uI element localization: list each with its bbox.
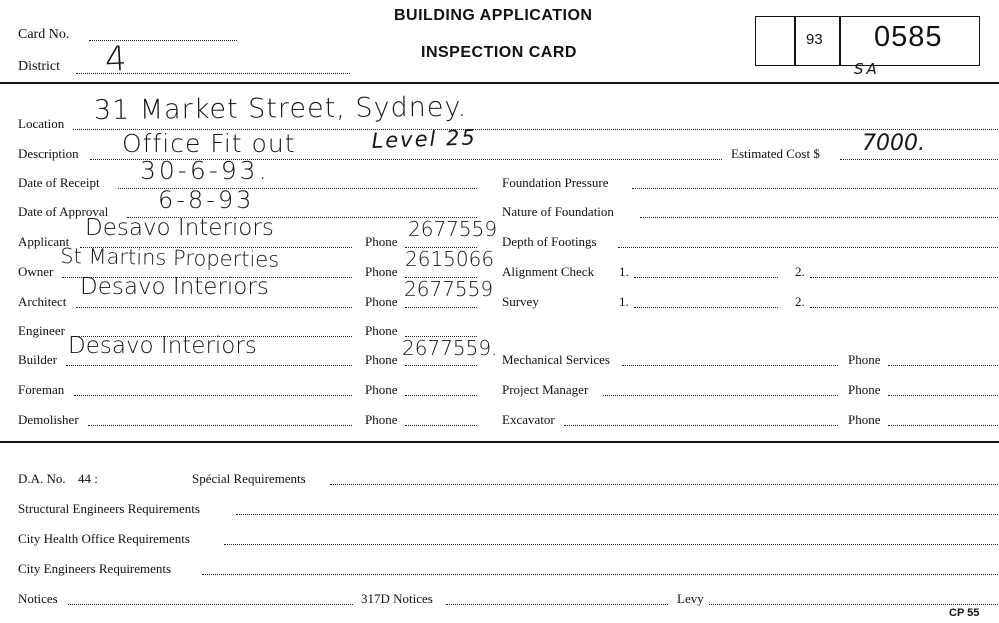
builder-label: Builder [18,352,57,367]
header-rule [0,82,999,84]
owner-phone-value: 2615066 [405,247,495,271]
demolisher-phone-label: Phone [365,412,398,427]
card-year: 93 [806,31,823,48]
builder-phone-field[interactable] [405,365,477,366]
district-value: 4 [103,38,128,80]
architect-phone-field[interactable] [405,307,477,308]
foundation-pressure-label: Foundation Pressure [502,175,609,190]
special-requirements-field[interactable] [330,484,998,485]
project-manager-phone-label: Phone [848,382,881,397]
alignment-field-2[interactable] [810,277,998,278]
title-line-1: BUILDING APPLICATION [394,7,593,24]
date-receipt-label: Date of Receipt [18,175,100,190]
description-label: Description [18,146,79,161]
card-number-divider-1 [794,16,796,66]
mechanical-phone-field[interactable] [888,365,998,366]
district-label: District [18,59,60,74]
card-annotation: SA [854,60,880,78]
foreman-label: Foreman [18,382,65,397]
card-number-divider-2 [839,16,841,66]
survey-field-2[interactable] [810,307,998,308]
owner-value: St Martins Properties [60,244,280,272]
owner-label: Owner [18,264,54,279]
mechanical-field[interactable] [622,365,838,366]
structural-requirements-label: Structural Engineers Requirements [18,501,200,516]
applicant-label: Applicant [18,234,70,249]
card-no-label: Card No. [18,27,70,42]
excavator-label: Excavator [502,412,555,427]
notices-field[interactable] [68,604,353,605]
nature-foundation-field[interactable] [640,217,998,218]
survey-label: Survey [502,294,539,309]
applicant-phone-value: 2677559 [408,217,498,241]
survey-num-2: 2. [795,294,805,309]
levy-field[interactable] [709,604,998,605]
mechanical-phone-label: Phone [848,352,881,367]
special-requirements-label: Spécial Requirements [192,471,306,486]
builder-phone-label: Phone [365,352,398,367]
card-number-box [755,16,980,66]
da-no-label: D.A. No. [18,471,66,486]
form-code: CP 55 [949,607,980,619]
foreman-phone-field[interactable] [405,395,477,396]
date-approval-value: 6-8-93 [158,186,255,214]
da-no-value: 44 : [78,471,98,486]
foreman-field[interactable] [74,395,352,396]
levy-label: Levy [677,591,704,606]
depth-footings-label: Depth of Footings [502,234,597,249]
notices-label: Notices [18,591,58,606]
architect-field[interactable] [76,307,352,308]
excavator-phone-field[interactable] [888,425,998,426]
city-engineers-requirements-label: City Engineers Requirements [18,561,172,576]
excavator-phone-label: Phone [848,412,881,427]
alignment-check-label: Alignment Check [502,264,595,279]
survey-field-1[interactable] [634,307,778,308]
city-engineers-requirements-field[interactable] [202,574,998,575]
engineer-phone-label: Phone [365,323,398,338]
title-line-2: INSPECTION CARD [421,44,577,61]
estimated-cost-value: 7000. [862,131,925,156]
main-rule [0,441,999,443]
foreman-phone-label: Phone [365,382,398,397]
nature-foundation-label: Nature of Foundation [502,204,614,219]
card-number: 0585 [874,21,943,53]
alignment-field-1[interactable] [634,277,778,278]
applicant-phone-label: Phone [365,234,398,249]
location-value: 31 Market Street, Sydney. [93,91,468,126]
architect-label: Architect [18,294,67,309]
builder-phone-value: 2677559. [402,336,498,360]
description-extra: Level 25 [371,125,478,153]
project-manager-field[interactable] [603,395,838,396]
demolisher-label: Demolisher [18,412,79,427]
excavator-field[interactable] [564,425,838,426]
city-health-requirements-label: City Health Office Requirements [18,531,190,546]
mechanical-label: Mechanical Services [502,352,610,367]
estimated-cost-label: Estimated Cost $ [731,146,820,161]
structural-requirements-field[interactable] [236,514,998,515]
city-health-requirements-field[interactable] [224,544,998,545]
demolisher-phone-field[interactable] [405,425,477,426]
project-manager-label: Project Manager [502,382,589,397]
architect-phone-value: 2677559 [404,277,494,301]
architect-phone-label: Phone [365,294,398,309]
foundation-pressure-field[interactable] [632,188,998,189]
estimated-cost-field[interactable] [840,159,998,160]
date-receipt-value: 30-6-93. [140,156,270,185]
project-manager-phone-field[interactable] [888,395,998,396]
notices-317d-label: 317D Notices [361,591,433,606]
alignment-num-2: 2. [795,264,805,279]
depth-footings-field[interactable] [618,247,998,248]
alignment-num-1: 1. [619,264,629,279]
notices-317d-field[interactable] [446,604,668,605]
date-approval-label: Date of Approval [18,204,109,219]
engineer-label: Engineer [18,323,65,338]
applicant-value: Desavo Interiors [85,215,274,241]
demolisher-field[interactable] [88,425,352,426]
survey-num-1: 1. [619,294,629,309]
architect-value: Desavo Interiors [80,274,269,300]
builder-value: Desavo Interiors [68,333,257,359]
builder-field[interactable] [66,365,352,366]
owner-phone-label: Phone [365,264,398,279]
location-label: Location [18,116,65,131]
description-value: Office Fit out [122,129,296,158]
